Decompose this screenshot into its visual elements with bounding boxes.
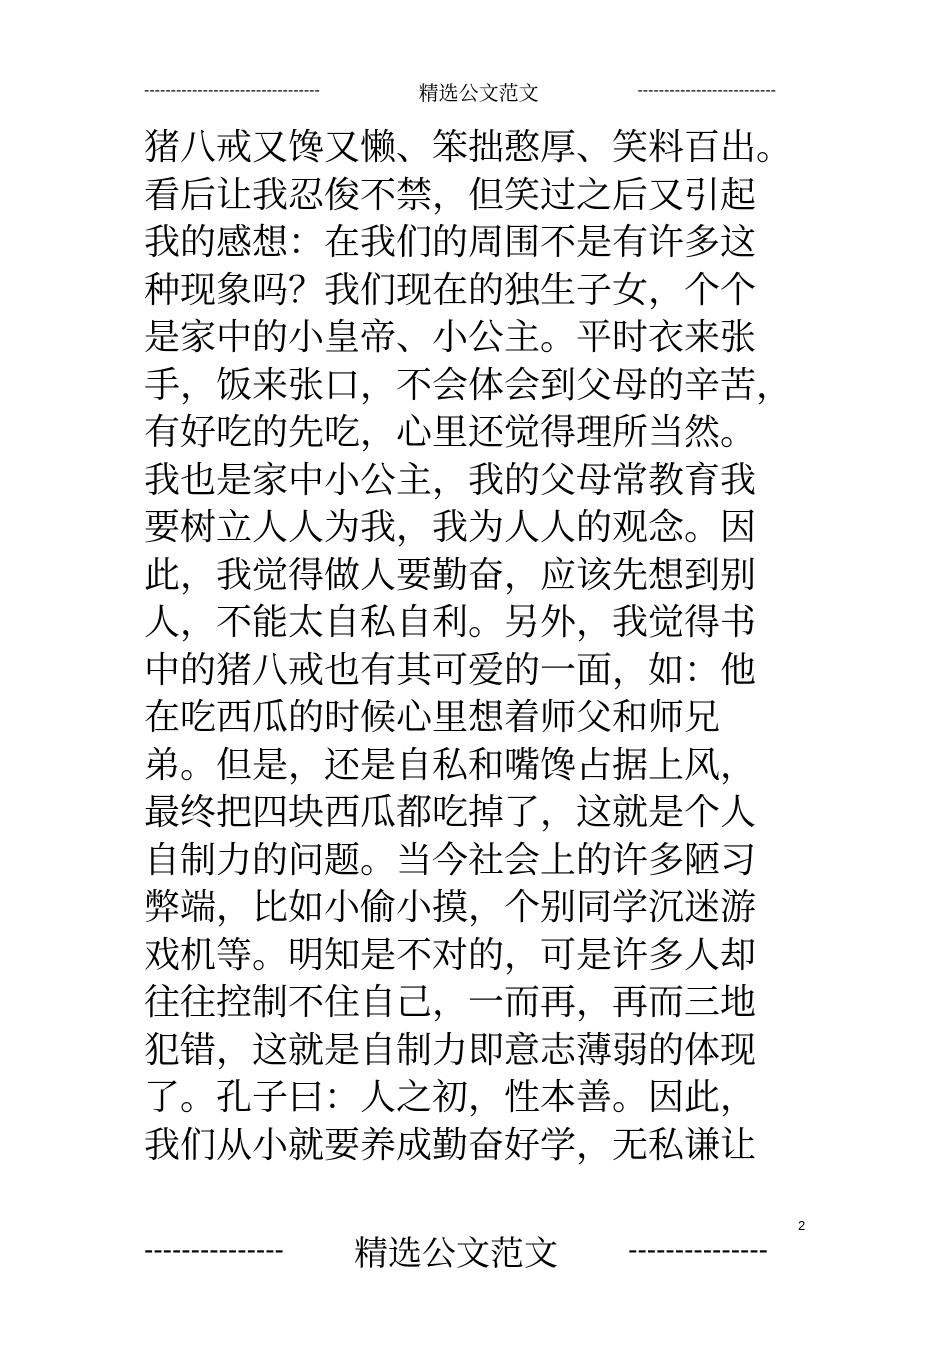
- footer-right-rule: ---------------: [628, 1234, 768, 1265]
- text-line: 弟。但是，还是自私和嘴馋占据上风，: [144, 744, 757, 786]
- text-line: 犯错，这就是自制力即意志薄弱的体现: [144, 1029, 757, 1071]
- text-line: 此，我觉得做人要勤奋，应该先想到别: [144, 554, 757, 596]
- footer-left-rule: ---------------: [144, 1234, 284, 1265]
- page-footer: [144, 1228, 768, 1272]
- document-body: [144, 124, 793, 1169]
- text-line: 戏机等。明知是不对的，可是许多人却: [144, 934, 757, 976]
- text-line: 了。孔子曰：人之初，性本善。因此，: [144, 1077, 757, 1118]
- header-right-rule: --------------------------: [637, 82, 776, 99]
- text-line: 最终把四块西瓜都吃掉了，这就是个人: [144, 792, 757, 833]
- page-number: 2: [798, 1218, 806, 1233]
- text-line: 往往控制不住自己，一而再，再而三地: [144, 982, 757, 1023]
- text-line: 我也是家中小公主，我的父母常教育我: [144, 459, 757, 501]
- text-line: 人，不能太自私自利。另外，我觉得书: [144, 602, 757, 643]
- text-line: 自制力的问题。当今社会上的许多陋习: [144, 839, 757, 881]
- text-line: 是家中的小皇帝、小公主。平时衣来张: [144, 317, 757, 358]
- page-header: [144, 76, 776, 106]
- text-line: 我们从小就要养成勤奋好学，无私谦让: [144, 1124, 757, 1166]
- text-line: 要树立人人为我，我为人人的观念。因: [144, 507, 757, 548]
- footer-title: 精选公文范文: [354, 1233, 558, 1274]
- text-line: 种现象吗？我们现在的独生子女，个个: [144, 269, 757, 311]
- header-title: 精选公文范文: [418, 80, 539, 105]
- text-line: 弊端，比如小偷小摸，个别同学沉迷游: [144, 887, 757, 928]
- header-left-rule: ---------------------------------: [144, 82, 320, 99]
- text-line: 我的感想：在我们的周围不是有许多这: [144, 222, 757, 263]
- text-line: 有好吃的先吃，心里还觉得理所当然。: [144, 412, 757, 453]
- text-line: 在吃西瓜的时候心里想着师父和师兄: [144, 697, 721, 738]
- text-line: 中的猪八戒也有其可爱的一面，如：他: [144, 649, 757, 691]
- text-line: 看后让我忍俊不禁，但笑过之后又引起: [144, 174, 757, 216]
- text-line: 手，饭来张口，不会体会到父母的辛苦，: [144, 364, 793, 406]
- text-line: 猪八戒又馋又懒、笨拙憨厚、笑料百出。: [144, 127, 793, 168]
